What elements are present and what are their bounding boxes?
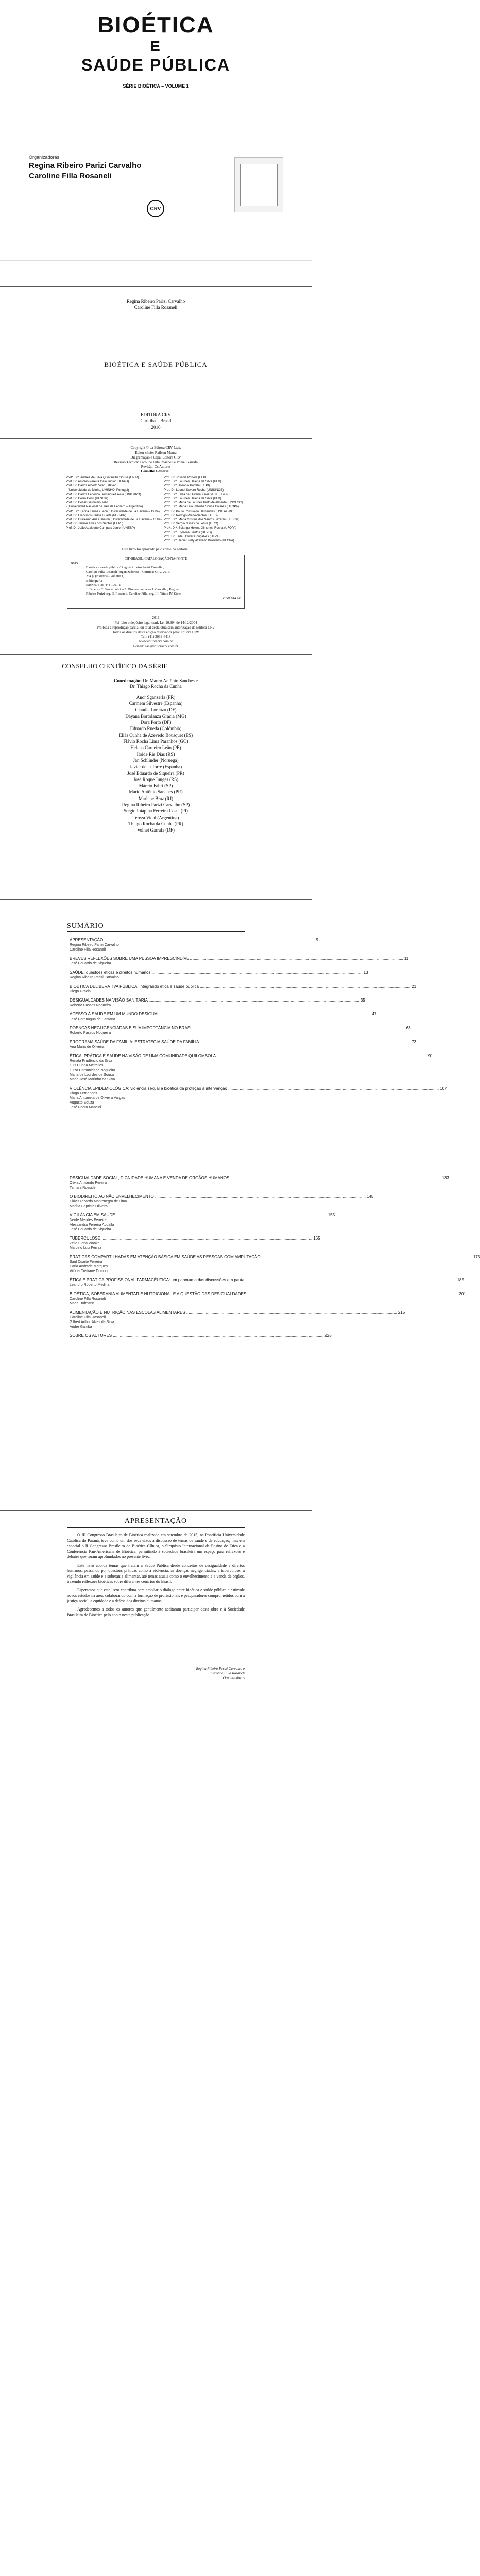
board-member: Profª. Drª. Tania Suely Azevedo Brasileiro (UFOPA) bbox=[164, 539, 234, 543]
catalog-line: ISBN 978-85-444-1091-1 bbox=[86, 583, 121, 587]
halftitle-publisher: EDITORA CRV bbox=[141, 412, 171, 417]
cover-organizer-1: Regina Ribeiro Parizi Carvalho bbox=[29, 161, 142, 170]
toc-entry[interactable] bbox=[70, 1054, 433, 1082]
halftitle-title: BIOÉTICA E SAÚDE PÚBLICA bbox=[104, 361, 208, 368]
toc-entry-author: Zeile Elena Wanka bbox=[70, 1242, 100, 1245]
toc-entry-title: BREVES REFLEXÕES SOBRE UMA PESSOA IMPRESCINDÍVEL ..... bbox=[70, 956, 403, 961]
toc-entry-author: Regina Ribeiro Parizi Carvalho bbox=[70, 976, 119, 979]
page-break bbox=[0, 286, 312, 287]
toc-entry-line bbox=[70, 1054, 433, 1059]
board-member: Profª. Drª. Maria de Lourdes Pinto de Almeida (UNOESC) bbox=[164, 501, 243, 505]
halftitle-year: 2016 bbox=[151, 425, 161, 430]
toc-entry[interactable] bbox=[70, 1333, 332, 1338]
toc-entry-page: 165 bbox=[313, 1236, 320, 1241]
toc-entry-author: José Eduardo de Siqueira bbox=[70, 1228, 111, 1231]
toc-entry-title: O BIODIREITO AO NÃO ENVELHECIMENTO ..... bbox=[70, 1194, 366, 1199]
toc-entry-page: 225 bbox=[324, 1333, 332, 1338]
toc-entry[interactable] bbox=[70, 1176, 449, 1190]
board-member: - (Universidad Nacional de Três de Febrero – Argentina) bbox=[66, 505, 143, 509]
toc-entry-author: Leandro Roberto Medina bbox=[70, 1283, 110, 1287]
board-member: Profª. Drª. Solange Helena Ximenes-Rocha (UFOPA) bbox=[164, 527, 237, 530]
toc-entry-page: 73 bbox=[412, 1040, 417, 1044]
toc-entry-author: Carla Andrade Marques bbox=[70, 1265, 108, 1268]
board-member: Profª. Drª. Lídia de Oliveira Xavier (UNIEURO) bbox=[164, 493, 228, 496]
halftitle-org2: Caroline Filla Rosaneli bbox=[134, 304, 178, 310]
council-heading: CONSELHO CIENTÍFICO DA SÉRIE bbox=[62, 662, 168, 670]
board-member: Prof. Dr. João Adalberto Campato Junior (UNESP) bbox=[66, 527, 135, 530]
council-coord bbox=[0, 677, 312, 684]
board-member: Profª. Drª. Sydione Santos (UEPG) bbox=[164, 531, 212, 534]
toc-entry-title: BIOÉTICA, SOBERANIA ALIMENTAR E NUTRICIONAL E A QUESTÃO DAS DESIGUALDADES ..... bbox=[70, 1292, 458, 1297]
board-member: Profª. Drª. Gloria Fariñas León (Universidade de La Havana – Cuba) bbox=[66, 510, 160, 513]
toc-entry-author: Caroline Filla Rosaneli bbox=[70, 1316, 106, 1319]
board-member: Prof. Dr. Carlos Federico Dominguez Avila (UNIEURO) bbox=[66, 493, 141, 496]
toc-entry-title: ACESSO À SAÚDE EM UM MUNDO DESIGUAL ..... bbox=[70, 1012, 371, 1017]
council-member: Volnei Garrafa (DF) bbox=[137, 827, 175, 833]
board-member: Prof. Dr. Carlos Alberto Vilar Estêvão bbox=[66, 484, 117, 488]
council-member: Mário Antônio Sanches (PR) bbox=[129, 789, 183, 795]
council-member: Claudia Lorenzo (DF) bbox=[135, 707, 177, 713]
page-break bbox=[0, 899, 312, 900]
toc-entry-author: Caroline Filla Rosaneli bbox=[70, 948, 106, 952]
toc-entry-author: Caroline Filla Rosaneli bbox=[70, 1297, 106, 1301]
cover-organizers-label: Organizadoras bbox=[29, 155, 60, 160]
signature-line: Regina Ribeiro Parizi Carvalho e bbox=[196, 1667, 245, 1671]
presentation-rule bbox=[67, 1527, 245, 1528]
toc-entry-page: 155 bbox=[328, 1213, 335, 1217]
council-member: Flávio Rocha Lima Paranhos (GO) bbox=[123, 739, 188, 744]
toc-entry-title: VIGILÂNCIA EM SAÚDE ..... bbox=[70, 1213, 327, 1218]
toc-entry[interactable] bbox=[70, 1292, 466, 1306]
council-coord-1: Dr. Mauro Antônio Sanches e bbox=[143, 678, 198, 683]
toc-entry[interactable] bbox=[70, 1310, 405, 1329]
board-member: Profª. Drª. Lourdes Helena da Silva (UFV) bbox=[164, 497, 221, 501]
toc-entry-title: DOENÇAS NEGLIGENCIADAS E SUA IMPORTÂNCIA NO BRASIL ..... bbox=[70, 1026, 405, 1031]
toc-entry[interactable] bbox=[70, 984, 417, 994]
toc-entry-author: Marcelo Luiz Ferraz bbox=[70, 1246, 101, 1250]
council-coord-2: Dr. Thiago Rocha da Cunha bbox=[130, 684, 182, 689]
toc-entry-author: Maria de Lourdes de Sousa bbox=[70, 1073, 114, 1077]
cover-image-frame bbox=[234, 157, 283, 212]
toc-entry-author: Marília Baptista Oliveira bbox=[70, 1205, 108, 1208]
toc-entry[interactable] bbox=[70, 1040, 417, 1049]
toc-entry-title: APRESENTAÇÃO ..... bbox=[70, 938, 315, 943]
toc-entry-line bbox=[70, 970, 368, 975]
toc-entry[interactable] bbox=[70, 1255, 480, 1274]
colophon-copyright: Copyright © da Editora CRV Ltda. bbox=[130, 446, 181, 450]
toc-entry-line bbox=[70, 984, 417, 989]
cover-series: SÉRIE BIOÉTICA – VOLUME 1 bbox=[123, 83, 189, 89]
council-member: Anor Sganzerla (PR) bbox=[136, 694, 176, 700]
toc-entry-line bbox=[70, 1026, 411, 1031]
cover-bottom-bar bbox=[0, 260, 312, 276]
toc-entry-line bbox=[70, 1255, 480, 1260]
toc-entry[interactable] bbox=[70, 1026, 411, 1036]
council-member: Dora Porto (DF) bbox=[140, 720, 172, 725]
toc-entry[interactable] bbox=[70, 1194, 374, 1209]
board-member: Profª. Drª. Josania Portela (UFPI) bbox=[164, 484, 210, 488]
council-member: Márcio Fabri (SP) bbox=[139, 783, 173, 789]
board-member: Prof. Dr. Jailson Alves dos Santos (UFRJ) bbox=[66, 522, 124, 526]
toc-entry-author: Maria Hofmann bbox=[70, 1302, 94, 1306]
council-member: Jan Schlinder (Noruega) bbox=[133, 757, 179, 763]
toc-entry[interactable] bbox=[70, 970, 368, 980]
toc-entry-author: André Gamba bbox=[70, 1325, 92, 1329]
cover-title-line3: SAÚDE PÚBLICA bbox=[81, 56, 231, 74]
toc-entry-line bbox=[70, 1176, 449, 1181]
toc-entry-page: 201 bbox=[459, 1292, 466, 1296]
toc-entry-author: Regina Ribeiro Parizi Carvalho bbox=[70, 943, 119, 947]
signature-line: Caroline Filla Rosaneli bbox=[210, 1671, 245, 1675]
toc-entry-author: Roberto Passos Nogueira bbox=[70, 1031, 111, 1035]
toc-entry-title: SAÚDE: questões éticas e direitos humanos ..... bbox=[70, 970, 363, 975]
rights-line: Todos os direitos desta edição reservados pela: Editora CRV bbox=[112, 630, 199, 634]
toc-entry-line bbox=[70, 1292, 466, 1297]
page-break bbox=[0, 438, 312, 439]
toc-entry[interactable] bbox=[70, 1213, 335, 1232]
catalog-box bbox=[67, 555, 245, 609]
toc-entry[interactable] bbox=[70, 956, 409, 966]
catalog-line: Caroline Filla Rosaneli (organizadoras) – Curitiba: CRV, 2016. bbox=[86, 570, 170, 574]
toc-entry-line bbox=[70, 956, 409, 961]
council-member: Sergio Ibiapina Ferreira Costa (PI) bbox=[124, 808, 188, 814]
toc-entry-author: José Eduardo de Siqueira bbox=[70, 962, 111, 965]
cover-page bbox=[0, 0, 312, 289]
toc-entry-line bbox=[70, 1194, 374, 1199]
catalog-line: Bioética e saúde pública / Regina Ribeiro Parizi Carvalho, bbox=[86, 566, 164, 569]
cover-image-inner bbox=[240, 164, 278, 206]
crv-logo-text: CRV bbox=[150, 206, 161, 212]
toc-entry-page: 11 bbox=[404, 956, 409, 961]
presentation-body bbox=[67, 1533, 245, 1621]
council-member: Tereza Vidal (Argentina) bbox=[132, 815, 179, 820]
toc-entry-title: ÉTICA, PRÁTICA E SAÚDE NA VISÃO DE UMA COMUNIDADE QUILOMBOLA ..... bbox=[70, 1054, 427, 1059]
signature-line: Organizadoras bbox=[222, 1676, 245, 1680]
board-member: Profª. Drª. Maria Cristina dos Santos Bezerra (UFSCar) bbox=[164, 518, 240, 522]
toc-entry-page: 145 bbox=[366, 1194, 374, 1199]
council-member: Javier de la Torre (Espanha) bbox=[129, 764, 182, 770]
toc-entry-title: DESIGUALDADES NA VISÃO SANITÁRIA ..... bbox=[70, 998, 359, 1003]
toc-entry-line bbox=[70, 1236, 320, 1241]
council-member: Helena Carneiro Leão (PE) bbox=[130, 745, 181, 751]
toc-entry-author: Vitória Cristiane Dumont bbox=[70, 1269, 109, 1273]
toc-entry-line bbox=[70, 1310, 405, 1315]
toc-entry-author: Maria José Marinho da Silva bbox=[70, 1078, 115, 1081]
presentation-signature bbox=[67, 1667, 245, 1681]
rights-line: Proibida a reprodução parcial ou total desta obra sem autorização da Editora CRV bbox=[96, 625, 215, 630]
board-member: Prof. Dr. Leonel Severo Rocha (UNISINOS) bbox=[164, 488, 224, 492]
toc-entry-page: 21 bbox=[412, 984, 417, 989]
toc-entry-author: Tamara Roessler bbox=[70, 1186, 97, 1190]
toc-entry-title: ALIMENTAÇÃO E NUTRIÇÃO NAS ESCOLAS ALIMENTARES ..... bbox=[70, 1310, 397, 1315]
toc-entry-author: Diego Gracia bbox=[70, 990, 91, 993]
summary-page bbox=[0, 902, 480, 1499]
toc-entry-page: 35 bbox=[360, 998, 365, 1003]
council-member: Carmem Silvestre (Espanha) bbox=[129, 701, 183, 706]
halftitle-org1: Regina Ribeiro Parizi Carvalho bbox=[126, 299, 185, 304]
board-member: Prof. Dr. Sérgio Nunes de Jesus (IFRO) bbox=[164, 522, 218, 526]
halftitle-city: Curitiba – Brasil bbox=[140, 418, 172, 423]
toc-entry-title: TUBERCULOSE ..... bbox=[70, 1236, 312, 1241]
council-members bbox=[0, 694, 312, 834]
council-member: José Eduardo de Siqueira (PR) bbox=[127, 770, 184, 776]
toc-entry-author: José Paranaguá de Santana bbox=[70, 1018, 115, 1021]
summary-heading: SUMÁRIO bbox=[67, 922, 104, 930]
council-member: Eduardo Rueda (Colômbia) bbox=[130, 726, 182, 732]
board-member: Prof. Dr. Antônio Pereira Gaio Júnior (UFRRJ) bbox=[66, 480, 129, 484]
colophon-note: Este livro foi aprovado pelo conselho editorial. bbox=[122, 547, 190, 551]
catalog-line: B615 bbox=[71, 561, 78, 565]
board-member: Prof. Dr. Paulo Romualdo Hernandes (UNIFAL-MG) bbox=[164, 510, 235, 513]
toc-entry-page: 133 bbox=[442, 1176, 449, 1180]
colophon-line: Diagramação e Capa: Editora CRV bbox=[130, 455, 181, 460]
toc-entry[interactable] bbox=[70, 1012, 377, 1022]
catalog-line: 234 p. (Bioética - Volume 1) bbox=[86, 574, 125, 578]
toc-entry-author: Diogo Fernandes bbox=[70, 1092, 97, 1095]
catalog-line: Bibliografia bbox=[86, 579, 102, 583]
toc-entry-line bbox=[70, 938, 318, 943]
colophon-line: Revisão Técnica: Caroline Filla Rosaneli e Volnei Garrafa bbox=[114, 460, 198, 464]
board-member: Prof. Dr. Tadeu Oliver Gonçalves (UFPA) bbox=[164, 535, 220, 538]
presentation-paragraph: Agradecemos a todos os autores que gentilmente aceitaram participar desta obra e à Sociedade Brasileira de Bioética pelo apoio nesta publicação. bbox=[67, 1607, 245, 1617]
rights-year: 2016 bbox=[152, 616, 160, 620]
toc-entry[interactable] bbox=[70, 1086, 447, 1110]
toc-entry-author: Clóvis Ricardo Montenegro de Lima bbox=[70, 1200, 127, 1204]
colophon-line: Editor-chefe: Railson Moura bbox=[135, 451, 177, 455]
toc-entry[interactable] bbox=[70, 998, 365, 1008]
council-member: Marlene Braz (RJ) bbox=[139, 795, 173, 801]
toc-entry-author: José Pedro Mancini bbox=[70, 1106, 101, 1109]
toc-entry-author: Luis Cunha Meirelles bbox=[70, 1064, 104, 1067]
board-member: Prof. Dr. Celso Conti (UFSCar) bbox=[66, 497, 109, 501]
toc-entry-line bbox=[70, 1040, 417, 1045]
toc-entry-author: Alessandra Ferreira Abdalla bbox=[70, 1223, 114, 1227]
page-break bbox=[0, 654, 312, 655]
toc-entry-author: Neide Mendes Ferreira bbox=[70, 1218, 107, 1222]
cover-title-line1: BIOÉTICA bbox=[97, 12, 214, 38]
toc-entry[interactable] bbox=[70, 1236, 320, 1250]
toc-entry-page: 63 bbox=[406, 1026, 411, 1030]
board-member: Profª. Drª. Maria Lília Imbiriba Sousa Colares (UFOPA) bbox=[164, 505, 239, 509]
board-member: Prof. Dr. Cesar Gerónimo Tello bbox=[66, 501, 108, 505]
catalog-heading: CIP-BRASIL. CATALOGAÇÃO-NA-FONTE bbox=[124, 557, 187, 561]
cover-title-line2: E bbox=[150, 38, 161, 54]
catalog-line: CDD 614.2/6 bbox=[222, 596, 241, 600]
board-member: Prof. Dr. Francisco Carlos Duarte (PUC-PR) bbox=[66, 514, 127, 517]
rights-email[interactable]: E-mail: sac@editoracrv.com.br bbox=[133, 644, 179, 648]
toc-entry-author: Renata Prudêncio da Silva bbox=[70, 1059, 112, 1063]
toc-entry-line bbox=[70, 1012, 377, 1017]
toc-entry-title: PRÁTICAS COMPARTILHADAS EM ATENÇÃO BÁSICA EM SAÚDE AS PESSOAS COM AMPUTAÇÃO ..... bbox=[70, 1255, 472, 1260]
toc-entry-author: Luiza Comunidade Nogueira bbox=[70, 1069, 115, 1072]
toc-entry-page: 215 bbox=[398, 1310, 405, 1315]
toc-entry-title: BIOÉTICA DELIBERATIVA PÚBLICA: integrando ética e saúde pública ..... bbox=[70, 984, 410, 989]
toc-entry-title: SOBRE OS AUTORES ..... bbox=[70, 1333, 323, 1338]
toc-entry-author: Augusto Souza bbox=[70, 1101, 94, 1105]
toc-entry-page: 107 bbox=[440, 1086, 447, 1091]
presentation-paragraph: Esperamos que este livro contribua para ampliar o diálogo entre bioética e saúde pública e estimule novos estudos na área, colaborando com a formação de profissionais e pesquisadores comprometidos com a justiça social, a equidade e a defesa dos direitos humanos. bbox=[67, 1587, 245, 1603]
board-member: - (Universidade do Minho, UMINHO, Portugal) bbox=[66, 488, 129, 492]
page-break bbox=[0, 1510, 312, 1511]
toc-entry-title: PROGRAMA SAÚDE DA FAMÍLIA: ESTRATÉGIA SAÚDE DA FAMÍLIA ..... bbox=[70, 1040, 410, 1045]
presentation-paragraph: Este livro aborda temas que tratam a Saúde Pública desde conceitos de desigualdade e direitos humanos, passando por questões práticas como a violência, as doenças negligenciadas, a tuberculose, a vigilância em saúde e a soberania alimentar, até temas atuais como o envelhecimento e a venda de órgãos, trazendo reflexões bioéticas sobre diferentes cenários do Brasil. bbox=[67, 1563, 245, 1584]
rights-line: Foi feito o depósito legal conf. Lei 10.994 de 14/12/2004 bbox=[114, 621, 197, 625]
council-member: José Roque Junges (RS) bbox=[133, 776, 179, 782]
toc-entry-page: 185 bbox=[457, 1278, 464, 1282]
catalog-line: Ribeiro Parizi org. II. Rosaneli, Caroline Filla. org. III. Título IV. Série bbox=[86, 592, 181, 596]
board-member: Profª. Drª. Lourdes Helena da Silva (UFV) bbox=[164, 480, 221, 484]
rights-phone: Tel.: (41) 3039-6418 bbox=[141, 635, 171, 639]
council-member: Regina Ribeiro Parizi Carvalho (SP) bbox=[122, 802, 190, 808]
colophon-line: Conselho Editorial: bbox=[141, 469, 171, 473]
toc-entry-line bbox=[70, 998, 365, 1003]
toc-entry-author: Olivia Armando Pereira bbox=[70, 1181, 107, 1185]
toc-entry-page: 13 bbox=[363, 970, 368, 975]
council-coord-label: Coordenação: bbox=[114, 678, 142, 683]
toc-entry-line bbox=[70, 1333, 332, 1338]
toc-entry-page: 9 bbox=[316, 938, 318, 942]
council-member: Thiago Rocha da Cunha (PR) bbox=[128, 821, 183, 826]
presentation-heading: APRESENTAÇÃO bbox=[124, 1517, 187, 1525]
toc-entry-line bbox=[70, 1278, 464, 1283]
crv-logo bbox=[147, 200, 164, 217]
colophon-line: Revisão: Os Autores bbox=[141, 465, 171, 469]
toc-entry-author: Gilbert Arthur Alves da Silva bbox=[70, 1320, 114, 1324]
cover-organizer-2: Caroline Filla Rosaneli bbox=[29, 172, 112, 180]
toc-entry-author: Ana Maria de Oliveira bbox=[70, 1045, 105, 1049]
toc-entry[interactable] bbox=[70, 1278, 464, 1287]
council-member: Dayana Bortolanza Gracia (MG) bbox=[125, 713, 186, 719]
presentation-paragraph: O III Congresso Brasileiro de Bioética realizado em setembro de 2015, na Pontifícia Universidade Católica do Paraná, teve como um dos seus eixos a discussão de temas de saúde e de educação, mas em especial o II Congresso Brasileiro de Bioética Clínica, o Simpósio Internacional de Ensino de Ética e a Conferência Pan-Americana de Bioética, permitindo à sociedade brasileira um espaço para reflexões e debates que foram aprofundados no presente livro. bbox=[67, 1533, 245, 1559]
toc-entry-author: Maria Antonieta de Oliveira Vargas bbox=[70, 1096, 125, 1100]
toc-entry-line bbox=[70, 1086, 447, 1091]
rights-site[interactable]: www.editoracrv.com.br bbox=[139, 639, 173, 643]
catalog-line: 1. Bioética 2. Saúde pública 3. Direitos humanos I. Carvalho, Regina bbox=[86, 587, 179, 591]
board-member: Prof. Dr. Guillermo Arias Beatón (Universidade de La Havana – Cuba) bbox=[66, 518, 162, 522]
board-member: Prof. Dr. Rodrigo Pratte-Santos (UFES) bbox=[164, 514, 218, 517]
summary-rule bbox=[67, 931, 245, 932]
toc-entry-author: Saúl Duarte Ferreira bbox=[70, 1260, 102, 1264]
council-member: Iloide Rie Dias (RS) bbox=[136, 751, 175, 757]
toc-entry-title: ÉTICA E PRÁTICA PROFISSIONAL FARMACÊUTICA: um panorama das discussões em pauta ..... bbox=[70, 1278, 456, 1283]
board-right-list bbox=[164, 476, 256, 543]
toc-entry[interactable] bbox=[70, 938, 318, 952]
toc-entry-page: 91 bbox=[428, 1054, 433, 1058]
toc-entry-page: 47 bbox=[372, 1012, 377, 1016]
toc-entry-title: VIOLÊNCIA EPIDEMIOLÓGICA: violência sexual e bioética da proteção à intervenção ..... bbox=[70, 1086, 439, 1091]
toc-entry-page: 173 bbox=[473, 1255, 480, 1259]
presentation-page bbox=[0, 1512, 312, 1821]
toc-entry-title: DESIGUALDADE SOCIAL, DIGNIDADE HUMANA E VENDA DE ÓRGÃOS HUMANOS ..... bbox=[70, 1176, 441, 1181]
toc-entry-author: Roberto Passos Nogueira bbox=[70, 1004, 111, 1007]
council-member: Eliãs Cunha de Azevedo Bousquet (ES) bbox=[118, 732, 193, 738]
board-member: Profª. Drª. Andréa da Silva Quintanilha Sousa (UNIR) bbox=[66, 476, 139, 479]
board-member: Prof. Dr. Josania Portela (UFPI) bbox=[164, 476, 208, 479]
toc-entry-line bbox=[70, 1213, 335, 1218]
board-left-list bbox=[66, 476, 162, 531]
